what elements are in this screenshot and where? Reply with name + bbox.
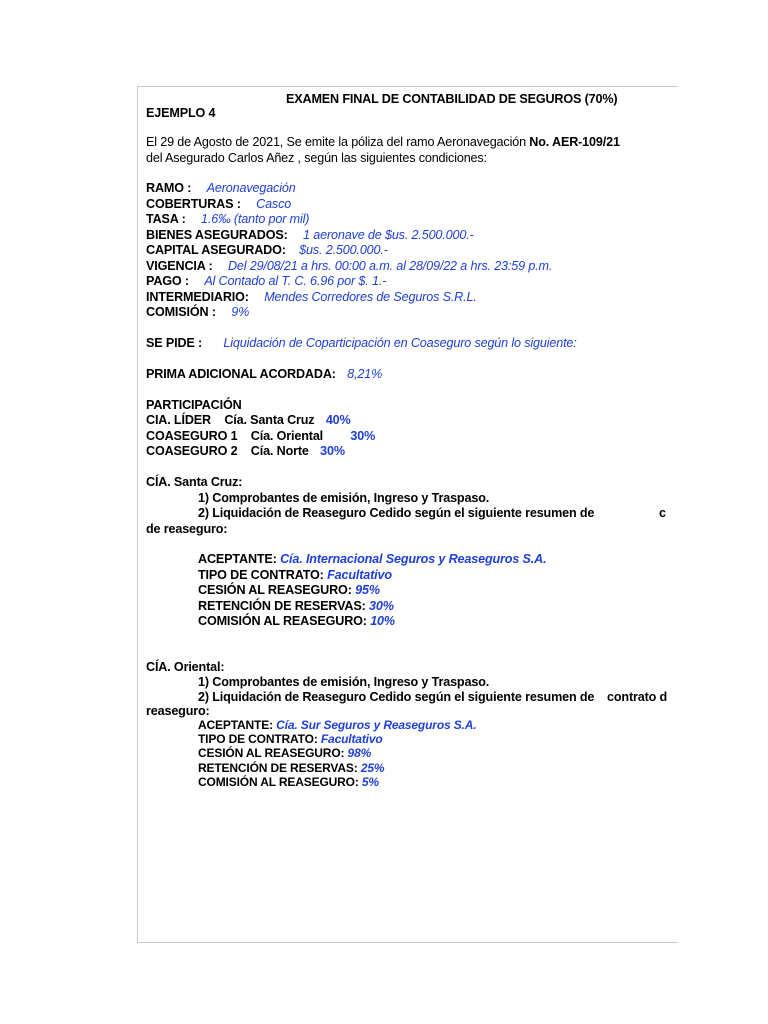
oriental-heading: CÍA. Oriental: xyxy=(146,660,225,674)
capital-label: CAPITAL ASEGURADO: xyxy=(146,243,286,257)
participacion-label-1: CIA. LÍDER xyxy=(146,413,211,427)
oriental-retencion-value: 25% xyxy=(360,761,385,775)
coberturas-label: COBERTURAS : xyxy=(146,197,241,211)
participacion-pct-2: 30% xyxy=(350,429,376,443)
participacion-pct-3: 30% xyxy=(320,444,345,458)
oriental-item-2-cont: reaseguro: xyxy=(146,704,210,718)
oriental-item-2: 2) Liquidación de Reaseguro Cedido según el siguiente resumen de xyxy=(198,690,595,704)
se-pide-row xyxy=(146,335,577,351)
santa-cruz-cesion xyxy=(198,582,380,598)
ramo-value: Aeronavegación xyxy=(206,181,296,195)
policy-number: No. AER-109/21 xyxy=(529,135,620,149)
santa-cruz-heading: CÍA. Santa Cruz: xyxy=(146,475,243,489)
bienes-label: BIENES ASEGURADOS: xyxy=(146,228,288,242)
participacion-pct-1: 40% xyxy=(325,413,351,427)
ramo-row xyxy=(146,180,296,196)
vigencia-row xyxy=(146,258,552,274)
oriental-tipo-value: Facultativo xyxy=(320,732,383,746)
oriental-comision-value: 5% xyxy=(361,775,379,789)
santa-cruz-aceptante xyxy=(198,551,546,567)
participacion-row-1 xyxy=(146,412,351,428)
coberturas-value: Casco xyxy=(256,197,292,211)
santa-cruz-tipo xyxy=(198,567,392,583)
participacion-row-3 xyxy=(146,443,345,459)
santa-cruz-retencion-label: RETENCIÓN DE RESERVAS: xyxy=(198,599,366,613)
oriental-cesion-label: CESIÓN AL REASEGURO: xyxy=(198,746,345,760)
santa-cruz-retencion-value: 30% xyxy=(369,599,394,613)
santa-cruz-comision-label: COMISIÓN AL REASEGURO: xyxy=(198,614,367,628)
oriental-tipo-label: TIPO DE CONTRATO: xyxy=(198,732,318,746)
intro-line-1 xyxy=(146,134,620,150)
ramo-label: RAMO : xyxy=(146,181,192,195)
santa-cruz-item-2-cont: de reaseguro: xyxy=(146,522,228,536)
comision-label: COMISIÓN : xyxy=(146,305,216,319)
santa-cruz-comision xyxy=(198,613,395,629)
intermediario-row xyxy=(146,289,477,305)
santa-cruz-cesion-value: 95% xyxy=(355,583,380,597)
example-label: EJEMPLO 4 xyxy=(146,106,216,120)
tasa-row xyxy=(146,211,309,227)
oriental-aceptante-label: ACEPTANTE: xyxy=(198,718,273,732)
santa-cruz-item-2: 2) Liquidación de Reaseguro Cedido según el siguiente resumen de xyxy=(198,506,595,520)
comision-row xyxy=(146,304,249,320)
capital-row xyxy=(146,242,388,258)
prima-row xyxy=(146,366,382,382)
participacion-company-1: Cía. Santa Cruz xyxy=(224,413,315,427)
intermediario-label: INTERMEDIARIO: xyxy=(146,290,249,304)
oriental-comision-label: COMISIÓN AL REASEGURO: xyxy=(198,775,359,789)
oriental-item-2-tail: contrato d xyxy=(607,690,668,704)
pago-row xyxy=(146,273,386,289)
participacion-row-2 xyxy=(146,428,375,444)
vigencia-label: VIGENCIA : xyxy=(146,259,213,273)
participacion-company-2: Cía. Oriental xyxy=(250,429,324,443)
vigencia-value: Del 29/08/21 a hrs. 00:00 a.m. al 28/09/22 a hrs. 23:59 p.m. xyxy=(227,259,553,273)
prima-label: PRIMA ADICIONAL ACORDADA: xyxy=(146,367,336,381)
santa-cruz-comision-value: 10% xyxy=(370,614,395,628)
pago-label: PAGO : xyxy=(146,274,189,288)
intro-text: El 29 de Agosto de 2021, Se emite la póliza del ramo Aeronavegación xyxy=(146,135,526,149)
tasa-label: TASA : xyxy=(146,212,186,226)
oriental-item-1: 1) Comprobantes de emisión, Ingreso y Traspaso. xyxy=(198,675,490,689)
participacion-company-3: Cía. Norte xyxy=(250,444,309,458)
capital-value: $us. 2.500.000.- xyxy=(299,243,388,257)
intermediario-value: Mendes Corredores de Seguros S.R.L. xyxy=(264,290,477,304)
document-page xyxy=(137,86,678,943)
oriental-cesion xyxy=(198,745,371,761)
santa-cruz-tipo-value: Facultativo xyxy=(327,568,392,582)
tasa-value: 1.6‰ (tanto por mil) xyxy=(201,212,310,226)
bienes-value: 1 aeronave de $us. 2.500.000.- xyxy=(303,228,474,242)
page-title: EXAMEN FINAL DE CONTABILIDAD DE SEGUROS (70%) xyxy=(286,92,618,106)
participacion-heading: PARTICIPACIÓN xyxy=(146,398,242,412)
prima-value: 8,21% xyxy=(347,367,383,381)
santa-cruz-aceptante-label: ACEPTANTE: xyxy=(198,552,277,566)
oriental-retencion-label: RETENCIÓN DE RESERVAS: xyxy=(198,761,358,775)
coberturas-row xyxy=(146,196,291,212)
bienes-row xyxy=(146,227,474,243)
se-pide-label: SE PIDE : xyxy=(146,336,203,350)
intro-line-2: del Asegurado Carlos Añez , según las siguientes condiciones: xyxy=(146,151,487,165)
participacion-label-2: COASEGURO 1 xyxy=(146,429,238,443)
oriental-aceptante-value: Cía. Sur Seguros y Reaseguros S.A. xyxy=(276,718,477,732)
santa-cruz-aceptante-value: Cía. Internacional Seguros y Reaseguros S.A. xyxy=(280,552,547,566)
participacion-label-3: COASEGURO 2 xyxy=(146,444,238,458)
oriental-cesion-value: 98% xyxy=(347,746,372,760)
oriental-comision xyxy=(198,774,379,790)
santa-cruz-tipo-label: TIPO DE CONTRATO: xyxy=(198,568,324,582)
santa-cruz-cesion-label: CESIÓN AL REASEGURO: xyxy=(198,583,352,597)
santa-cruz-item-1: 1) Comprobantes de emisión, Ingreso y Traspaso. xyxy=(198,491,490,505)
santa-cruz-retencion xyxy=(198,598,394,614)
pago-value: Al Contado al T. C. 6.96 por $. 1.- xyxy=(204,274,387,288)
se-pide-value: Liquidación de Coparticipación en Coaseguro según lo siguiente: xyxy=(223,336,577,350)
comision-value: 9% xyxy=(231,305,250,319)
santa-cruz-item-2-tail: c xyxy=(659,506,666,520)
